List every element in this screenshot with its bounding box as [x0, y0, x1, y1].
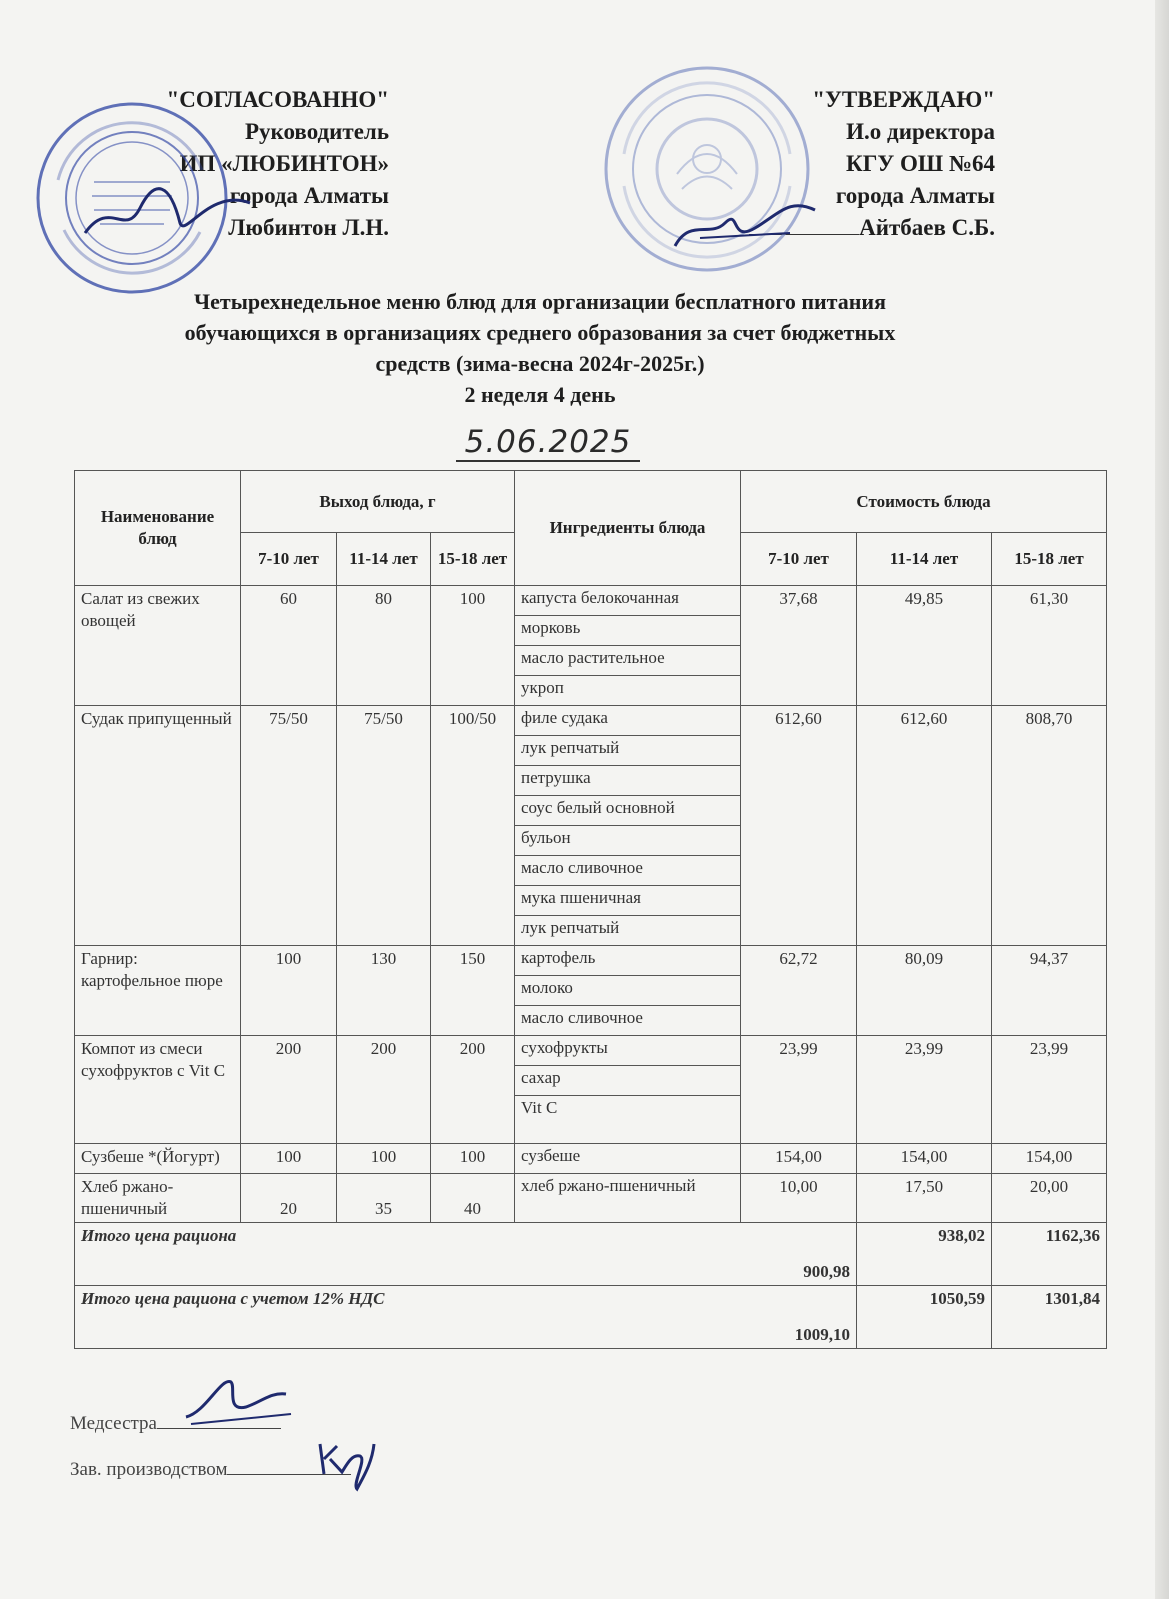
ingredient: картофель [515, 946, 741, 976]
ingredient: филе судака [515, 706, 741, 736]
ingredient: бульон [515, 826, 741, 856]
dish-cost-7-10: 23,99 [741, 1036, 857, 1144]
ingredient: соус белый основной [515, 796, 741, 826]
ingredient: морковь [515, 616, 741, 646]
ingredient: молоко [515, 976, 741, 1006]
approval-left-org: ИП «ЛЮБИНТОН» [179, 151, 389, 176]
header-yield-age-7-10: 7-10 лет [241, 533, 337, 586]
left-signature [80, 178, 260, 253]
header-yield: Выход блюда, г [241, 471, 515, 533]
handwritten-date: 5.06.2025 [456, 424, 640, 462]
dish-yield-11-14: 75/50 [337, 706, 431, 946]
table-row [75, 586, 1107, 616]
title-line-3: средств (зима-весна 2024г-2025г.) [375, 351, 705, 376]
page-edge [1155, 0, 1169, 1599]
dish-cost-7-10: 154,00 [741, 1144, 857, 1174]
total-row [75, 1223, 1107, 1286]
production-label: Зав. производством [70, 1459, 228, 1480]
approval-right-role: И.о директора [846, 119, 995, 144]
dish-yield-15-18: 40 [431, 1174, 515, 1223]
table-row [75, 1144, 1107, 1174]
approval-right-name: Айтбаев С.Б. [859, 215, 995, 240]
dish-cost-7-10: 612,60 [741, 706, 857, 946]
total-vat-cost-11-14: 1050,59 [857, 1286, 992, 1349]
title-line-4: 2 неделя 4 день [464, 382, 616, 407]
total-cost-7-10: 900,98 [803, 1262, 850, 1281]
dish-cost-15-18: 94,37 [992, 946, 1107, 1036]
ingredient: укроп [515, 676, 741, 706]
dish-cost-11-14: 612,60 [857, 706, 992, 946]
dish-cost-11-14: 23,99 [857, 1036, 992, 1144]
header-dish-name: Наименование блюд [75, 471, 241, 586]
approval-left-role: Руководитель [245, 119, 389, 144]
dish-yield-7-10: 75/50 [241, 706, 337, 946]
total-vat-cost-7-10: 1009,10 [794, 1325, 850, 1344]
ingredient: петрушка [515, 766, 741, 796]
dish-yield-7-10: 200 [241, 1036, 337, 1144]
approval-left-city: города Алматы [229, 183, 389, 208]
ingredient: капуста белокочанная [515, 586, 741, 616]
dish-name: Хлеб ржано-пшеничный [75, 1174, 241, 1223]
table-row [75, 946, 1107, 976]
ingredient: лук репчатый [515, 736, 741, 766]
header-cost: Стоимость блюда [741, 471, 1107, 533]
dish-cost-11-14: 80,09 [857, 946, 992, 1036]
ingredient: лук репчатый [515, 916, 741, 946]
header-cost-age-15-18: 15-18 лет [992, 533, 1107, 586]
approval-right-org: КГУ ОШ №64 [846, 151, 995, 176]
dish-cost-11-14: 17,50 [857, 1174, 992, 1223]
table-row [75, 1036, 1107, 1066]
ingredient: масло сливочное [515, 1006, 741, 1036]
dish-cost-7-10: 37,68 [741, 586, 857, 706]
dish-name: Салат из свежих овощей [75, 586, 241, 706]
dish-name: Компот из смеси сухофруктов с Vit C [75, 1036, 241, 1144]
dish-yield-7-10: 60 [241, 586, 337, 706]
dish-yield-7-10: 20 [241, 1174, 337, 1223]
nurse-label: Медсестра [70, 1413, 157, 1434]
dish-cost-15-18: 808,70 [992, 706, 1107, 946]
dish-yield-15-18: 100 [431, 586, 515, 706]
ingredient: масло сливочное [515, 856, 741, 886]
dish-yield-11-14: 35 [337, 1174, 431, 1223]
table-row [75, 1174, 1107, 1223]
dish-yield-11-14: 80 [337, 586, 431, 706]
production-signature-line [70, 1456, 351, 1481]
total-label: Итого цена рациона [81, 1226, 237, 1245]
right-signature [670, 188, 820, 263]
dish-cost-15-18: 154,00 [992, 1144, 1107, 1174]
ingredient: сузбеше [515, 1144, 741, 1174]
dish-yield-15-18: 100/50 [431, 706, 515, 946]
dish-yield-11-14: 200 [337, 1036, 431, 1144]
menu-table [74, 470, 1107, 1349]
dish-yield-15-18: 200 [431, 1036, 515, 1144]
dish-yield-7-10: 100 [241, 1144, 337, 1174]
dish-cost-7-10: 62,72 [741, 946, 857, 1036]
dish-yield-15-18: 150 [431, 946, 515, 1036]
table-row [75, 706, 1107, 736]
total-vat-label: Итого цена рациона с учетом 12% НДС [81, 1289, 385, 1308]
nurse-signature [176, 1372, 296, 1437]
dish-cost-11-14: 49,85 [857, 586, 992, 706]
dish-yield-11-14: 130 [337, 946, 431, 1036]
dish-cost-15-18: 23,99 [992, 1036, 1107, 1144]
ingredient: сухофрукты [515, 1036, 741, 1066]
header-yield-age-15-18: 15-18 лет [431, 533, 515, 586]
ingredient: мука пшеничная [515, 886, 741, 916]
approval-left-heading: "СОГЛАСОВАННО" [166, 87, 389, 112]
approval-left-name: Любинтон Л.Н. [228, 215, 389, 240]
ingredient: масло растительное [515, 646, 741, 676]
production-signature [312, 1434, 382, 1499]
total-cost-11-14: 938,02 [857, 1223, 992, 1286]
header-cost-age-7-10: 7-10 лет [741, 533, 857, 586]
header-ingredients: Ингредиенты блюда [515, 471, 741, 586]
header-cost-age-11-14: 11-14 лет [857, 533, 992, 586]
dish-cost-15-18: 61,30 [992, 586, 1107, 706]
total-vat-cost-15-18: 1301,84 [992, 1286, 1107, 1349]
dish-yield-11-14: 100 [337, 1144, 431, 1174]
header-yield-age-11-14: 11-14 лет [337, 533, 431, 586]
total-vat-row [75, 1286, 1107, 1349]
dish-name: Сузбеше *(Йогурт) [75, 1144, 241, 1174]
approval-right-city: города Алматы [835, 183, 995, 208]
dish-cost-15-18: 20,00 [992, 1174, 1107, 1223]
title-line-2: обучающихся в организациях среднего образования за счет бюджетных [184, 320, 896, 345]
dish-name: Гарнир: картофельное пюре [75, 946, 241, 1036]
dish-name: Судак припущенный [75, 706, 241, 946]
dish-yield-7-10: 100 [241, 946, 337, 1036]
title-line-1: Четырехнедельное меню блюд для организации бесплатного питания [193, 289, 886, 314]
ingredient: хлеб ржано-пшеничный [515, 1174, 741, 1223]
ingredient: сахар [515, 1066, 741, 1096]
document-title [80, 286, 1000, 410]
total-cost-15-18: 1162,36 [992, 1223, 1107, 1286]
ingredient: Vit C [515, 1096, 741, 1144]
approval-right-heading: "УТВЕРЖДАЮ" [812, 87, 995, 112]
dish-cost-11-14: 154,00 [857, 1144, 992, 1174]
dish-yield-15-18: 100 [431, 1144, 515, 1174]
dish-cost-7-10: 10,00 [741, 1174, 857, 1223]
